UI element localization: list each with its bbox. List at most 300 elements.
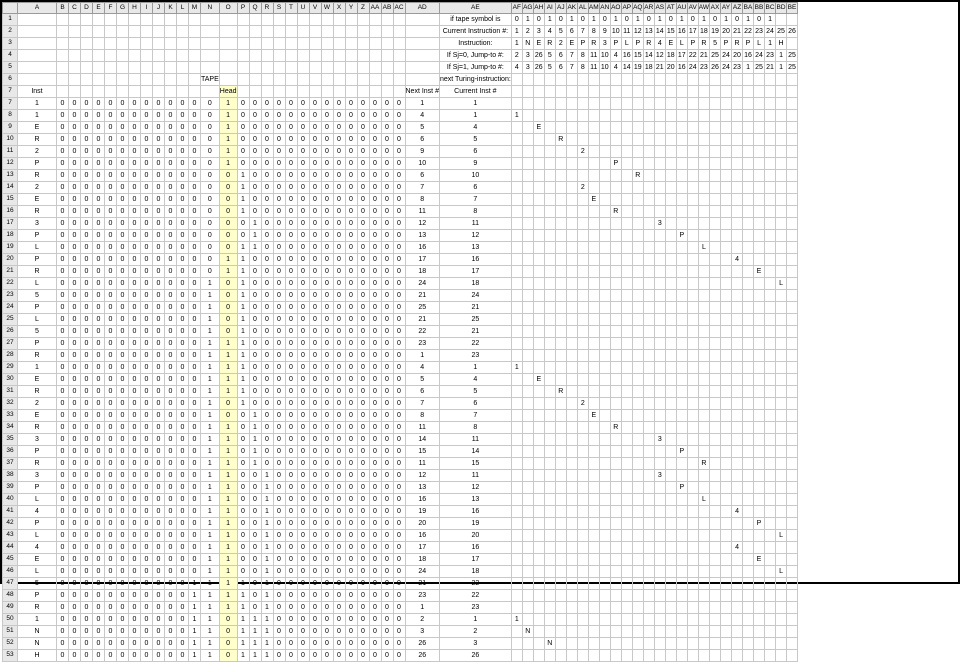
cell[interactable] xyxy=(654,518,665,530)
cell[interactable] xyxy=(776,314,787,326)
cell[interactable] xyxy=(533,314,544,326)
active-instruction-marker[interactable]: R xyxy=(610,206,621,218)
tape-cell[interactable]: 0 xyxy=(381,134,393,146)
tape-cell[interactable]: 0 xyxy=(141,146,153,158)
cell[interactable] xyxy=(588,374,599,386)
cell[interactable] xyxy=(743,362,754,374)
cell[interactable] xyxy=(676,266,687,278)
cell[interactable] xyxy=(654,410,665,422)
cell[interactable] xyxy=(732,242,743,254)
row-header-49[interactable]: 49 xyxy=(3,602,18,614)
cell[interactable] xyxy=(555,638,566,650)
cell[interactable] xyxy=(129,50,141,62)
tape-cell[interactable]: 0 xyxy=(297,242,309,254)
tape-cell[interactable]: 0 xyxy=(297,398,309,410)
instruction-number-cell[interactable]: 14 xyxy=(654,26,665,38)
next-instruction-number[interactable]: 26 xyxy=(405,638,439,650)
cell[interactable] xyxy=(555,506,566,518)
cell[interactable] xyxy=(687,554,698,566)
row-instruction[interactable]: E xyxy=(18,122,57,134)
cell[interactable] xyxy=(687,578,698,590)
cell[interactable] xyxy=(566,398,577,410)
cell[interactable] xyxy=(654,302,665,314)
tape-cell[interactable]: 0 xyxy=(57,386,69,398)
symbol-cell[interactable]: 0 xyxy=(511,14,522,26)
tape-cell[interactable]: 0 xyxy=(81,362,93,374)
cell[interactable] xyxy=(676,362,687,374)
cell[interactable] xyxy=(765,542,776,554)
cell[interactable] xyxy=(743,278,754,290)
tape-cell[interactable]: 0 xyxy=(129,230,141,242)
tape-cell[interactable]: 0 xyxy=(165,254,177,266)
jump0-cell[interactable]: 22 xyxy=(687,50,698,62)
column-header-H[interactable]: H xyxy=(129,3,141,14)
next-instruction-number[interactable]: 1 xyxy=(405,350,439,362)
tape-cell[interactable]: 1 xyxy=(201,554,220,566)
cell[interactable] xyxy=(588,122,599,134)
tape-head-cell[interactable]: 1 xyxy=(219,158,237,170)
tape-cell[interactable]: 0 xyxy=(345,398,357,410)
cell[interactable] xyxy=(393,26,405,38)
tape-cell[interactable]: 1 xyxy=(201,422,220,434)
cell[interactable] xyxy=(643,302,654,314)
tape-cell[interactable]: 0 xyxy=(381,254,393,266)
tape-cell[interactable]: 0 xyxy=(69,362,81,374)
tape-cell[interactable]: 0 xyxy=(69,290,81,302)
current-instruction-number[interactable]: 8 xyxy=(439,422,511,434)
cell[interactable] xyxy=(732,278,743,290)
tape-cell[interactable]: 0 xyxy=(381,482,393,494)
instruction-cell[interactable]: P xyxy=(687,38,698,50)
tape-cell[interactable]: 0 xyxy=(153,470,165,482)
tape-cell[interactable]: 0 xyxy=(189,134,201,146)
tape-cell[interactable]: 0 xyxy=(129,314,141,326)
cell[interactable] xyxy=(787,338,798,350)
cell[interactable] xyxy=(698,218,709,230)
cell[interactable] xyxy=(621,242,632,254)
tape-cell[interactable]: 0 xyxy=(273,134,285,146)
tape-cell[interactable]: 0 xyxy=(57,302,69,314)
cell[interactable] xyxy=(261,50,273,62)
tape-cell[interactable]: 0 xyxy=(249,554,261,566)
instruction-number-cell[interactable]: 3 xyxy=(533,26,544,38)
cell[interactable] xyxy=(632,578,643,590)
cell[interactable] xyxy=(687,194,698,206)
cell[interactable] xyxy=(393,86,405,98)
tape-cell[interactable]: 0 xyxy=(369,422,381,434)
tape-cell[interactable]: 0 xyxy=(381,542,393,554)
cell[interactable] xyxy=(599,374,610,386)
tape-head-cell[interactable]: 1 xyxy=(219,146,237,158)
cell[interactable] xyxy=(721,134,732,146)
tape-cell[interactable]: 0 xyxy=(369,266,381,278)
cell[interactable] xyxy=(129,74,141,86)
cell[interactable] xyxy=(357,26,369,38)
tape-cell[interactable]: 1 xyxy=(201,362,220,374)
cell[interactable] xyxy=(599,206,610,218)
cell[interactable] xyxy=(566,638,577,650)
tape-cell[interactable]: 0 xyxy=(321,338,333,350)
tape-cell[interactable]: 0 xyxy=(393,254,405,266)
cell[interactable] xyxy=(676,302,687,314)
cell[interactable] xyxy=(632,266,643,278)
cell[interactable] xyxy=(297,14,309,26)
cell[interactable] xyxy=(710,242,721,254)
tape-cell[interactable]: 0 xyxy=(393,326,405,338)
tape-cell[interactable]: 0 xyxy=(273,206,285,218)
cell[interactable] xyxy=(743,218,754,230)
tape-head-cell[interactable]: 0 xyxy=(219,218,237,230)
cell[interactable] xyxy=(676,206,687,218)
cell[interactable] xyxy=(621,458,632,470)
cell[interactable] xyxy=(544,230,555,242)
next-instruction-number[interactable]: 5 xyxy=(405,122,439,134)
cell[interactable] xyxy=(676,122,687,134)
tape-cell[interactable]: 0 xyxy=(285,578,297,590)
cell[interactable] xyxy=(721,446,732,458)
cell[interactable] xyxy=(643,314,654,326)
cell[interactable] xyxy=(566,266,577,278)
tape-head-cell[interactable]: 0 xyxy=(219,170,237,182)
tape-cell[interactable]: 0 xyxy=(117,494,129,506)
tape-cell[interactable]: 0 xyxy=(357,458,369,470)
next-instruction-number[interactable]: 12 xyxy=(405,470,439,482)
cell[interactable] xyxy=(721,566,732,578)
tape-cell[interactable]: 0 xyxy=(69,98,81,110)
tape-cell[interactable]: 0 xyxy=(369,254,381,266)
tape-cell[interactable]: 0 xyxy=(381,422,393,434)
tape-cell[interactable]: 0 xyxy=(285,194,297,206)
tape-cell[interactable]: 0 xyxy=(189,494,201,506)
tape-cell[interactable]: 0 xyxy=(129,290,141,302)
instruction-cell[interactable]: 5 xyxy=(710,38,721,50)
cell[interactable] xyxy=(237,86,249,98)
cell[interactable] xyxy=(588,254,599,266)
tape-cell[interactable]: 0 xyxy=(129,494,141,506)
cell[interactable] xyxy=(632,218,643,230)
tape-cell[interactable]: 0 xyxy=(93,518,105,530)
cell[interactable] xyxy=(511,578,522,590)
tape-cell[interactable]: 0 xyxy=(309,134,321,146)
tape-cell[interactable]: 0 xyxy=(393,506,405,518)
cell[interactable] xyxy=(522,314,533,326)
tape-cell[interactable]: 0 xyxy=(357,506,369,518)
cell[interactable] xyxy=(721,650,732,662)
tape-cell[interactable]: 0 xyxy=(381,470,393,482)
tape-cell[interactable]: 0 xyxy=(57,338,69,350)
tape-cell[interactable]: 0 xyxy=(165,602,177,614)
cell[interactable] xyxy=(743,422,754,434)
cell[interactable] xyxy=(577,338,588,350)
cell[interactable] xyxy=(544,446,555,458)
cell[interactable] xyxy=(621,446,632,458)
tape-cell[interactable]: 0 xyxy=(345,518,357,530)
tape-cell[interactable]: 0 xyxy=(177,134,189,146)
cell[interactable] xyxy=(776,158,787,170)
cell[interactable] xyxy=(665,146,676,158)
cell[interactable] xyxy=(522,506,533,518)
cell[interactable] xyxy=(285,38,297,50)
cell[interactable] xyxy=(577,122,588,134)
cell[interactable] xyxy=(588,314,599,326)
cell[interactable] xyxy=(219,62,237,74)
current-instruction-number[interactable]: 25 xyxy=(439,314,511,326)
cell[interactable] xyxy=(588,482,599,494)
cell[interactable] xyxy=(555,74,566,86)
tape-cell[interactable]: 0 xyxy=(285,290,297,302)
cell[interactable] xyxy=(309,74,321,86)
active-instruction-marker[interactable]: 1 xyxy=(511,362,522,374)
active-instruction-marker[interactable]: R xyxy=(555,386,566,398)
cell[interactable] xyxy=(654,578,665,590)
row-instruction[interactable]: 1 xyxy=(18,110,57,122)
tape-cell[interactable]: 0 xyxy=(177,602,189,614)
tape-cell[interactable]: 0 xyxy=(261,254,273,266)
tape-cell[interactable]: 0 xyxy=(297,446,309,458)
tape-cell[interactable]: 0 xyxy=(153,314,165,326)
tape-cell[interactable]: 0 xyxy=(129,350,141,362)
tape-cell[interactable]: 0 xyxy=(189,350,201,362)
cell[interactable] xyxy=(732,422,743,434)
tape-cell[interactable]: 0 xyxy=(177,230,189,242)
tape-cell[interactable]: 0 xyxy=(141,170,153,182)
tape-cell[interactable]: 0 xyxy=(393,98,405,110)
cell[interactable] xyxy=(599,566,610,578)
cell[interactable] xyxy=(643,398,654,410)
cell[interactable] xyxy=(69,50,81,62)
cell[interactable] xyxy=(393,38,405,50)
current-instruction-number[interactable]: 13 xyxy=(439,242,511,254)
tape-cell[interactable]: 0 xyxy=(57,110,69,122)
tape-cell[interactable]: 0 xyxy=(105,446,117,458)
cell[interactable] xyxy=(787,170,798,182)
tape-cell[interactable]: 0 xyxy=(297,206,309,218)
cell[interactable] xyxy=(117,50,129,62)
symbol-cell[interactable]: 1 xyxy=(544,14,555,26)
cell[interactable] xyxy=(721,194,732,206)
cell[interactable] xyxy=(665,254,676,266)
cell[interactable] xyxy=(643,638,654,650)
tape-cell[interactable]: 0 xyxy=(345,362,357,374)
next-instruction-number[interactable]: 1 xyxy=(405,602,439,614)
cell[interactable] xyxy=(687,110,698,122)
tape-cell[interactable]: 0 xyxy=(189,398,201,410)
cell[interactable] xyxy=(787,290,798,302)
row-header-17[interactable]: 17 xyxy=(3,218,18,230)
tape-cell[interactable]: 0 xyxy=(345,650,357,662)
tape-cell[interactable]: 0 xyxy=(309,482,321,494)
row-instruction[interactable]: P xyxy=(18,302,57,314)
cell[interactable] xyxy=(165,86,177,98)
row-instruction[interactable]: 1 xyxy=(18,362,57,374)
cell[interactable] xyxy=(522,74,533,86)
label-jump-if-one[interactable]: If Sj=1, Jump-to #: xyxy=(439,62,511,74)
tape-cell[interactable]: 0 xyxy=(249,314,261,326)
tape-cell[interactable]: 0 xyxy=(81,134,93,146)
cell[interactable] xyxy=(654,506,665,518)
tape-cell[interactable]: 0 xyxy=(297,470,309,482)
tape-cell[interactable]: 0 xyxy=(357,530,369,542)
tape-cell[interactable]: 0 xyxy=(345,446,357,458)
cell[interactable] xyxy=(787,470,798,482)
tape-cell[interactable]: 0 xyxy=(333,122,345,134)
cell[interactable] xyxy=(632,194,643,206)
cell[interactable] xyxy=(599,482,610,494)
row-instruction[interactable]: L xyxy=(18,530,57,542)
cell[interactable] xyxy=(687,482,698,494)
cell[interactable] xyxy=(566,650,577,662)
cell[interactable] xyxy=(687,374,698,386)
tape-cell[interactable]: 0 xyxy=(369,482,381,494)
active-instruction-marker[interactable]: E xyxy=(533,122,544,134)
row-header-43[interactable]: 43 xyxy=(3,530,18,542)
row-instruction[interactable]: P xyxy=(18,254,57,266)
row-header-3[interactable]: 3 xyxy=(3,38,18,50)
cell[interactable] xyxy=(721,182,732,194)
cell[interactable] xyxy=(610,278,621,290)
tape-cell[interactable]: 0 xyxy=(357,278,369,290)
tape-cell[interactable]: 0 xyxy=(189,458,201,470)
cell[interactable] xyxy=(787,638,798,650)
tape-cell[interactable]: 0 xyxy=(333,470,345,482)
tape-cell[interactable]: 0 xyxy=(321,410,333,422)
cell[interactable] xyxy=(566,590,577,602)
tape-cell[interactable]: 0 xyxy=(105,110,117,122)
tape-head-cell[interactable]: 1 xyxy=(219,266,237,278)
tape-cell[interactable]: 0 xyxy=(345,386,357,398)
cell[interactable] xyxy=(776,146,787,158)
cell[interactable] xyxy=(599,542,610,554)
tape-cell[interactable]: 0 xyxy=(381,566,393,578)
cell[interactable] xyxy=(621,566,632,578)
cell[interactable] xyxy=(189,50,201,62)
cell[interactable] xyxy=(297,86,309,98)
cell[interactable] xyxy=(555,626,566,638)
cell[interactable] xyxy=(732,614,743,626)
cell[interactable] xyxy=(610,362,621,374)
tape-cell[interactable]: 0 xyxy=(177,398,189,410)
tape-cell[interactable]: 0 xyxy=(141,350,153,362)
cell[interactable] xyxy=(610,230,621,242)
cell[interactable] xyxy=(18,74,57,86)
instruction-cell[interactable]: 4 xyxy=(654,38,665,50)
cell[interactable] xyxy=(710,266,721,278)
active-instruction-marker[interactable]: 4 xyxy=(732,542,743,554)
tape-cell[interactable]: 0 xyxy=(309,458,321,470)
symbol-cell[interactable]: 0 xyxy=(555,14,566,26)
cell[interactable] xyxy=(687,506,698,518)
cell[interactable] xyxy=(698,278,709,290)
cell[interactable] xyxy=(721,122,732,134)
cell[interactable] xyxy=(665,434,676,446)
tape-cell[interactable]: 0 xyxy=(393,578,405,590)
tape-cell[interactable]: 0 xyxy=(57,266,69,278)
tape-cell[interactable]: 0 xyxy=(393,206,405,218)
cell[interactable] xyxy=(533,206,544,218)
current-instruction-number[interactable]: 3 xyxy=(439,638,511,650)
cell[interactable] xyxy=(566,182,577,194)
cell[interactable] xyxy=(710,458,721,470)
column-header-Z[interactable]: Z xyxy=(357,3,369,14)
cell[interactable] xyxy=(533,638,544,650)
tape-cell[interactable]: 0 xyxy=(81,218,93,230)
tape-cell[interactable]: 0 xyxy=(189,302,201,314)
cell[interactable] xyxy=(599,614,610,626)
cell[interactable] xyxy=(687,254,698,266)
active-instruction-marker[interactable]: 3 xyxy=(654,218,665,230)
instruction-cell[interactable]: 1 xyxy=(765,38,776,50)
tape-cell[interactable]: 1 xyxy=(201,446,220,458)
cell[interactable] xyxy=(698,206,709,218)
cell[interactable] xyxy=(665,446,676,458)
cell[interactable] xyxy=(743,482,754,494)
cell[interactable] xyxy=(687,350,698,362)
tape-cell[interactable]: 0 xyxy=(273,146,285,158)
cell[interactable] xyxy=(577,374,588,386)
row-instruction[interactable]: P xyxy=(18,590,57,602)
cell[interactable] xyxy=(732,578,743,590)
jump0-cell[interactable]: 14 xyxy=(643,50,654,62)
cell[interactable] xyxy=(776,122,787,134)
cell[interactable] xyxy=(237,50,249,62)
tape-cell[interactable]: 0 xyxy=(381,98,393,110)
cell[interactable] xyxy=(776,470,787,482)
cell[interactable] xyxy=(511,170,522,182)
tape-cell[interactable]: 0 xyxy=(381,206,393,218)
cell[interactable] xyxy=(577,194,588,206)
tape-cell[interactable]: 0 xyxy=(117,182,129,194)
cell[interactable] xyxy=(732,494,743,506)
tape-cell[interactable]: 0 xyxy=(93,206,105,218)
tape-cell[interactable]: 0 xyxy=(141,326,153,338)
tape-cell[interactable]: 0 xyxy=(177,182,189,194)
next-instruction-number[interactable]: 2 xyxy=(405,614,439,626)
cell[interactable] xyxy=(610,530,621,542)
cell[interactable] xyxy=(776,182,787,194)
active-instruction-marker[interactable]: 2 xyxy=(577,146,588,158)
tape-cell[interactable]: 0 xyxy=(117,458,129,470)
cell[interactable] xyxy=(577,542,588,554)
tape-cell[interactable]: 0 xyxy=(57,242,69,254)
cell[interactable] xyxy=(765,446,776,458)
cell[interactable] xyxy=(577,626,588,638)
tape-cell[interactable]: 0 xyxy=(117,362,129,374)
cell[interactable] xyxy=(643,254,654,266)
cell[interactable] xyxy=(721,386,732,398)
cell[interactable] xyxy=(754,422,765,434)
cell[interactable] xyxy=(721,638,732,650)
tape-cell[interactable]: 0 xyxy=(285,386,297,398)
cell[interactable] xyxy=(522,362,533,374)
tape-cell[interactable]: 0 xyxy=(321,650,333,662)
tape-cell[interactable]: 0 xyxy=(93,338,105,350)
cell[interactable] xyxy=(610,194,621,206)
cell[interactable] xyxy=(345,50,357,62)
cell[interactable] xyxy=(511,530,522,542)
tape-cell[interactable]: 0 xyxy=(249,266,261,278)
cell[interactable] xyxy=(81,26,93,38)
tape-cell[interactable]: 0 xyxy=(117,350,129,362)
tape-cell[interactable]: 0 xyxy=(129,98,141,110)
tape-cell[interactable]: 0 xyxy=(297,134,309,146)
cell[interactable] xyxy=(621,530,632,542)
tape-cell[interactable]: 0 xyxy=(93,266,105,278)
tape-cell[interactable]: 0 xyxy=(81,338,93,350)
cell[interactable] xyxy=(261,62,273,74)
cell[interactable] xyxy=(577,254,588,266)
tape-cell[interactable]: 0 xyxy=(357,98,369,110)
cell[interactable] xyxy=(765,122,776,134)
